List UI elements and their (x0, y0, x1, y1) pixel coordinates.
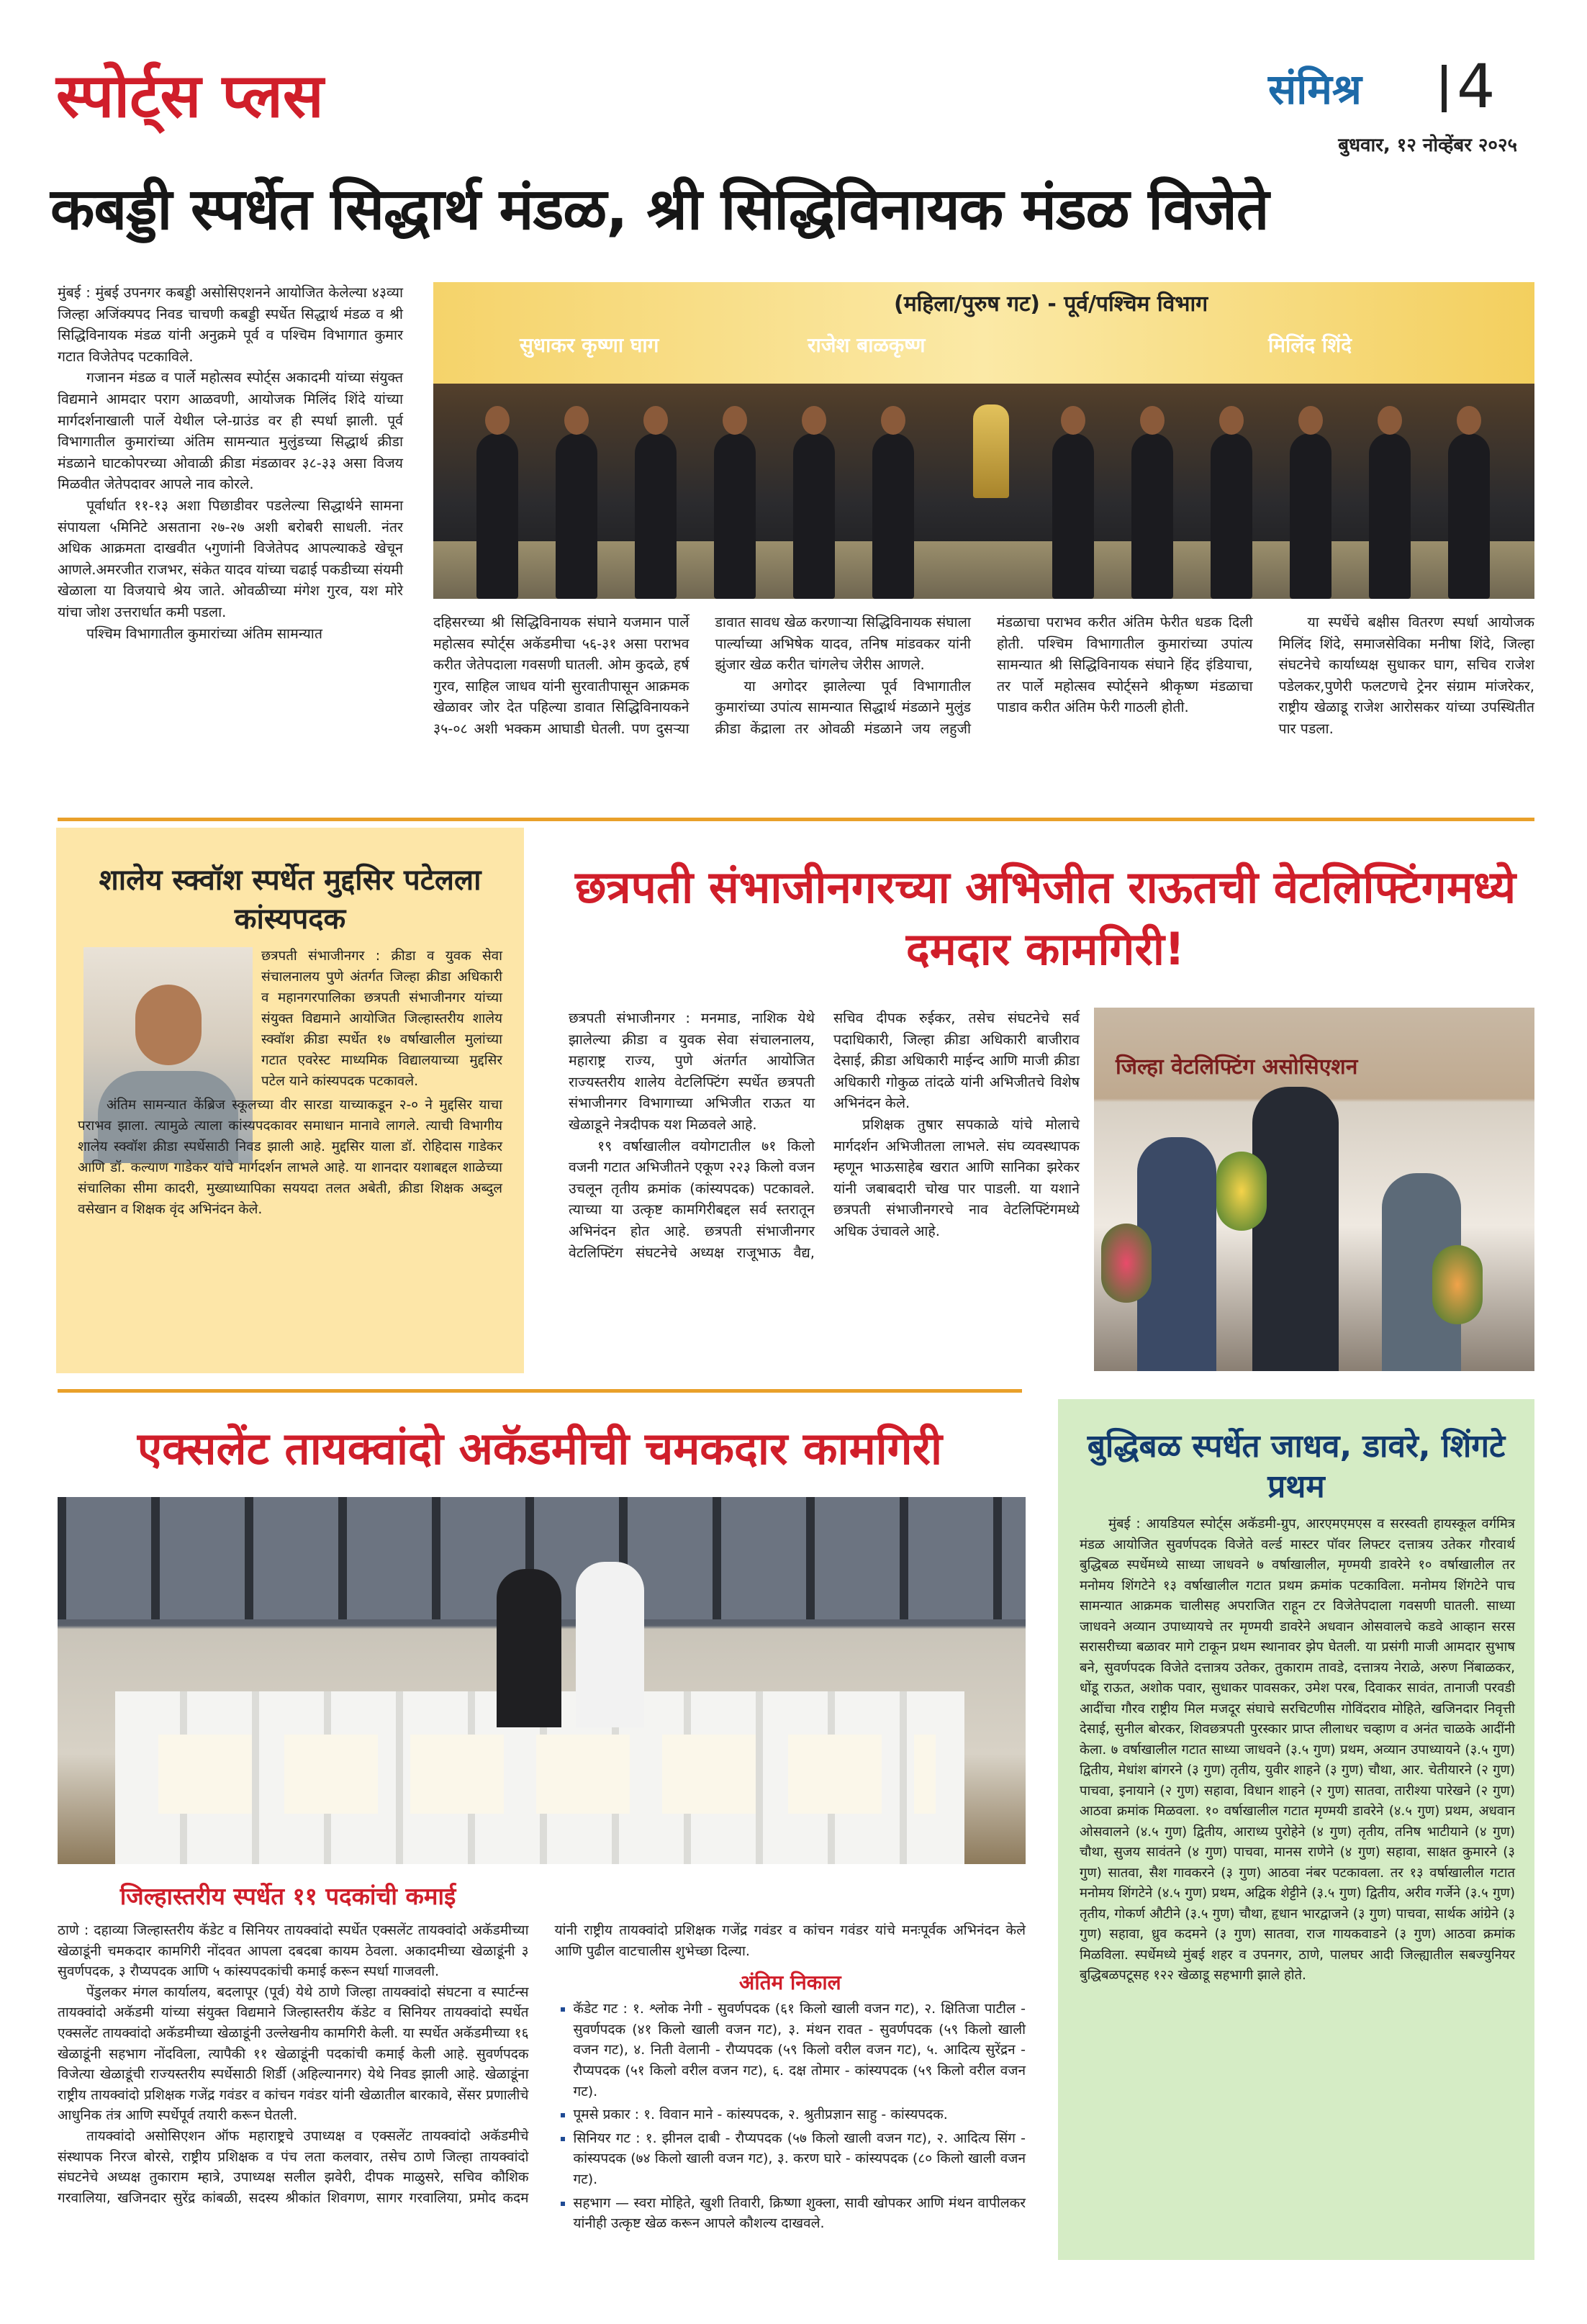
result-text: सहभाग — स्वरा मोहिते, खुशी तिवारी, क्रिष्णा शुक्ला, सावी खोपकर आणि मंथन वापीलकर यांनीही उत्कृष्ट खेळ करून आपले कौशल्य दाखवले. (573, 2194, 1026, 2232)
section-title: स्पोर्ट्स प्लस (56, 60, 324, 131)
story3-body (569, 1008, 1080, 1367)
story1-paragraph: मुंबई : मुंबई उपनगर कबड्डी असोसिएशनने आयोजित केलेल्या ४३व्या जिल्हा अजिंक्यपद निवड चाचणी कबड्डी स्पर्धेत सिद्धार्थ मंडळ व श्री सिद्धिविनायक मंडळ यांनी अनुक्रमे पूर्व व पश्चिम विभागात कुमार गटात विजेतेपद पटकाविले. (58, 284, 403, 365)
team-player (793, 433, 835, 599)
flower-bouquet (1101, 1224, 1152, 1303)
kabaddi-team-photo (433, 282, 1534, 599)
story1-left-column (58, 282, 403, 644)
photo-banner-text: जिल्हा वेटलिफ्टिंग असोसिएशन (1116, 1054, 1358, 1080)
story4-paragraph: ठाणे : दहाव्या जिल्हास्तरीय कॅडेट व सिनियर तायक्वांदो स्पर्धेत एक्सलेंट तायक्वांदो अकॅडमीच्या खेळाडूंनी चमकदार कामगिरी नोंदवत आपला दबदबा कायम ठेवला. अकादमीच्या खेळाडूंनी ३ सुवर्णपदक, ३ रौप्यपदक आणि ५ कांस्यपदकांची कमाई करून स्पर्धा गाजवली. (58, 1922, 529, 1980)
section-divider (58, 818, 1534, 821)
taekwondo-group-photo (58, 1497, 1026, 1864)
photo-banner-name: राजेश बाळकृष्ण (808, 333, 926, 357)
result-text: पूमसे प्रकार : १. विवान माने - कांस्यपदक, २. श्रुतीप्रज्ञान साहु - कांस्यपदक. (573, 2107, 948, 2123)
team-player (1131, 433, 1173, 599)
result-item (574, 2104, 1026, 2125)
coach-figure (497, 1569, 561, 1727)
story1-paragraph: या अगोदर झालेल्या पूर्व विभागातील कुमारांच्या उपांत्य सामन्यात सिद्धार्थ मंडळाने मुलुंड क्रीडा केंद्राला तर ओवळी मंडळाने जय लहुजी मंडळाचा पराभव करीत अंतिम फेरीत धडक दिली होती. पश्चिम विभागातील कुमारांच्या उपांत्य सामन्यात श्री सिद्धिविनायक संघाने हिंद इंडियाचा, तर पार्ले महोत्सव स्पोर्ट्सने श्रीकृष्ण मंडळाचा पाडाव करीत अंतिम फेरी गाठली होती. (715, 614, 1253, 737)
story5-body (1080, 1514, 1515, 1986)
story5-headline: बुद्धिबळ स्पर्धेत जाधव, डावरे, शिंगटे प्रथम (1087, 1428, 1506, 1505)
photo-banner-name: मिलिंद शिंदे (1268, 333, 1352, 357)
story3-paragraph: प्रशिक्षक तुषार सपकाळे यांचे मोलाचे मार्गदर्शन अभिजीतला लाभले. संघ व्यवस्थापक म्हणून भाऊसाहेब खरात आणि सानिका झरेकर यांनी जबाबदारी चोख पार पाडली. या यशाने छत्रपती संभाजीनगरचे नाव वेटलिफ्टिंगमध्ये अधिक उंचावले आहे. (833, 1116, 1080, 1239)
story4-headline: एक्सलेंट तायक्वांदो अकॅडमीची चमकदार कामगिरी (137, 1422, 943, 1475)
story1-paragraph: गजानन मंडळ व पार्ले महोत्सव स्पोर्ट्स अकादमी यांच्या संयुक्त विद्यमाने आमदार पराग आळवणी, आयोजक मिलिंद शिंदे यांच्या मार्गदर्शनाखाली पार्ले येथील प्ले-ग्राउंड वर ही स्पर्धा झाली. पूर्व विभागातील कुमारांच्या अंतिम सामन्यात मुलुंडच्या सिद्धार्थ क्रीडा मंडळाने घाटकोपरच्या ओवाळी क्रीडा मंडळावर ३८-३३ असा विजय मिळवीत जेतेपदावर आपले नाव कोरले. (58, 369, 403, 493)
results-title: अंतिम निकाल (738, 1971, 841, 1995)
story3-paragraph: छत्रपती संभाजीनगर : मनमाड, नाशिक येथे झालेल्या क्रीडा व युवक सेवा संचालनालय, महाराष्ट्र राज्य, पुणे अंतर्गत आयोजित राज्यस्तरीय शालेय वेटलिफ्टिंग स्पर्धेत छत्रपती संभाजीनगर विभागाच्या अभिजीत राऊत या खेळाडूने नेत्रदीपक यश मिळवले आहे. (569, 1010, 815, 1133)
result-item (574, 1999, 1026, 2102)
team-player (635, 433, 677, 599)
photo-banner-text: (महिला/पुरुष गट) - पूर्व/पश्चिम विभाग (894, 291, 1208, 317)
team-player (476, 433, 518, 599)
story5-paragraph: मुंबई : आयडियल स्पोर्ट्स अकॅडमी-ग्रुप, आरएमएमएस व सरस्वती हायस्कूल वर्गमित्र मंडळ आयोजित सुवर्णपदक विजेते वर्ल्ड मास्टर पॉवर लिफ्टर दत्तात्रय उतेकर गौरवार्थ बुद्धिबळ स्पर्धेमध्ये साध्या जाधवने ७ वर्षाखालील, मृण्मयी डावरेने १० वर्षाखालील तर मनोमय शिंगटेने १३ वर्षाखालील गटात प्रथम क्रमांक पटकाविला. मनोमय शिंगटेने पाच सामन्यात आक्रमक चालीसह अपराजित राहून टर विजेतेपदाला गवसणी घातली. साध्या जाधवने अव्यान उपाध्यायचे तर मृण्मयी डावरेने अधवान ओसवालचे कडवे आव्हान सरस सरासरीच्या बळावर मागे टाकून प्रथम स्थानावर झेप घेतली. या प्रसंगी माजी आमदार सुभाष बने, सुवर्णपदक विजेते दत्तात्रय उतेकर, तुकाराम तावडे, दत्तात्रय नेराळे, अरुण निंबाळकर, धोंडू राऊत, अशोक पवार, सुधाकर पावसकर, उमेश परब, दिवाकर सावंत, तानाजी परवडी आदींचा गौरव राष्ट्रीय मिल मजदूर संघाचे सरचिटणीस गोविंदराव मोहिते, खजिनदार निवृत्ती देसाई, सुनील बोरकर, शिवछत्रपती पुरस्कार प्राप्त लीलाधर चव्हाण व अनंत चाळके आदींनी केला. ७ वर्षाखालील गटात साध्या जाधवने (३.५ गुण) प्रथम, अव्यान उपाध्यायने (३.५ गुण) द्वितीय, मेधांश बांगरने (३ गुण) तृतीय, युवीर शाहने (३ गुण) चौथा, आर. चेतीयारने (२ गुण) पाचवा, इनायाने (२ गुण) सहावा, विधान शाहने (२ गुण) सातवा, तारीश्या पारेखने (२ गुण) आठवा क्रमांक मिळवला. १० वर्षाखालील गटात मृण्मयी डावरेने (४.५ गुण) प्रथम, अधवान ओसवालने (४.५ गुण) द्वितीय, आराध्य पुरोहेने (४ गुण) तृतीय, तनिष भाटीयाने (४ गुण) चौथा, सुजय सावंतने (४ गुण) पाचवा, मानस राणेने (४ गुण) सहावा, साक्षत कुमारने (३ गुण) सातवा, सैश गावकरने (३ गुण) आठवा नंबर पटकावला. तर १३ वर्षाखालील गटात मनोमय शिंगटेने (४.५ गुण) प्रथम, अद्विक शेट्टीने (३.५ गुण) द्वितीय, अरीव गर्जेने (३.५ गुण) तृतीय, गोकर्ण औटीने (३.५ गुण) चौथा, हृधान भारद्वाजने (३ गुण) पाचवा, सार्थक आंग्रेने (३ गुण) सहावा, ध्रुव कदमने (३ गुण) सातवा, राज गायकवाडने (३ गुण) आठवा क्रमांक मिळविला. स्पर्धेमध्ये मुंबई शहर व उपनगर, ठाणे, पालघर आदी जिल्ह्यातील सबज्युनियर बुद्धिबळपटूसह १२२ खेळाडू सहभागी झाले होते. (1080, 1516, 1516, 1983)
story2-headline: शालेय स्क्वॉश स्पर्धेत मुद्दसिर पटेलला कांस्यपदक (99, 864, 481, 936)
story1-bottom-columns (433, 612, 1534, 806)
page-number: 4 (1457, 51, 1496, 122)
certificate-row (158, 1735, 936, 1814)
story3-paragraph: १९ वर्षाखालील वयोगटातील ७१ किलो वजनी गटात अभिजीतने एकूण २२३ किलो वजन उचलून तृतीय क्रमांक (कांस्यपदक) पटकावले. त्याच्या या उत्कृष्ट कामगिरीबद्दल सर्व स्तरातून अभिनंदन होत आहे. छत्रपती संभाजीनगर वेटलिफ्टिंग संघटनेचे अध्यक्ष राजूभाऊ वैद्य, सचिव दीपक रुईकर, तसेच संघटनेचे सर्व पदाधिकारी, जिल्हा क्रीडा अधिकारी बाजीराव देसाई, क्रीडा अधिकारी माईन्द आणि माजी क्रीडा अधिकारी गोकुळ तांदळे यांनी अभिजीतचे विशेष अभिनंदन केले. (569, 1010, 1080, 1261)
weightlifting-photo (1094, 1008, 1534, 1371)
story1-paragraph: पश्चिम विभागातील कुमारांच्या अंतिम सामन्यात (86, 625, 322, 642)
story1-paragraph: या स्पर्धेचे बक्षीस वितरण स्पर्धा आयोजक मिलिंद शिंदे, समाजसेविका मनीषा शिंदे, जिल्हा संघटनेचे कार्याध्यक्ष सुधाकर घाग, सचिव राजेश पडेलकर,पुणेरी फलटणचे ट्रेनर संग्राम मांजरेकर, राष्ट्रीय खेळाडू राजेश आरोसकर यांच्या उपस्थितीत पार पडला. (1278, 614, 1534, 737)
masthead-divider (1442, 65, 1447, 112)
coach-figure (576, 1562, 644, 1727)
team-player (1052, 433, 1094, 599)
story1-paragraph: पूर्वार्धात ११-१३ अशा पिछाडीवर पडलेल्या सिद्धार्थने सामना संपायला ५मिनिटे असताना २७-२७ अशी बरोबरी साधली. नंतर अधिक आक्रमता दाखवीत ५गुणांनी विजेतेपद आपल्याकडे खेचून आणले.अमरजीत राजभर, संकेत यादव यांच्या चढाई पकडीच्या संयमी खेळाला या विजयाचे श्रेय जाते. ओवळीच्या मंगेश गुरव, यश मोरे यांचा जोश उत्तरार्धात कमी पडला. (58, 497, 403, 620)
team-player (714, 433, 756, 599)
story4-body (58, 1920, 1026, 2259)
section-divider (58, 1389, 1022, 1393)
team-player (872, 433, 914, 599)
result-item (574, 2128, 1026, 2190)
story4-paragraph: पेंडुलकर मंगल कार्यालय, बदलापूर (पूर्व) येथे ठाणे जिल्हा तायक्वांदो संघटना व स्पार्टन्स तायक्वांदो अकॅडमी यांच्या संयुक्त विद्यमाने जिल्हास्तरीय कॅडेट व सिनियर तायक्वांदो स्पर्धेत एक्सलेंट तायक्वांदो अकॅडमीच्या खेळाडूंनी उल्लेखनीय कामगिरी केली. या स्पर्धेत अकॅडमीच्या १६ खेळाडूंनी सहभाग नोंदविला, त्यापैकी ११ खेळाडूंनी पदकांची कमाई केली आहे. सुवर्णपदक विजेत्या खेळाडूंची राज्यस्तरीय स्पर्धेसाठी शिर्डी (अहिल्यानगर) येथे निवड झाली आहे. खेळाडूंना राष्ट्रीय तायक्वांदो प्रशिक्षक गजेंद्र गवंडर व कांचन गवंडर यांनी खेळातील बारकावे, सेंसर प्रणालीचे आधुनिक तंत्र आणि स्पर्धेपूर्व तयारी करून घेतली. (58, 1984, 529, 2124)
podium-athlete (1252, 1087, 1339, 1371)
flower-bouquet (1216, 1152, 1267, 1231)
trophy-icon (973, 404, 1009, 498)
story2-paragraph: अंतिम सामन्यात केंब्रिज स्कूलच्या वीर सारडा याच्याकडून २-० ने मुद्दसिर याचा पराभव झाला. त्यामुळे त्याला कांस्यपदकावर समाधान मानावे लागले. त्याची विभागीय शालेय स्क्वॉश क्रीडा स्पर्धेसाठी निवड झाली आहे. मुद्दसिर याला डॉ. रोहिदास गाडेकर आणि डॉ. कल्याण गाडेकर यांचे मार्गदर्शन लाभले आहे. या शानदार यशाबद्दल शाळेच्या संचालिका सीमा कादरी, मुख्याध्यापिका सययदा तलत अबेती, क्रीडा शिक्षक अब्दुल वसेखान व शिक्षक वृंद अभिनंदन केले. (78, 1098, 502, 1217)
chess-story-box (1058, 1399, 1534, 2260)
result-item (574, 2193, 1026, 2234)
story2-paragraph: छत्रपती संभाजीनगर : क्रीडा व युवक सेवा संचालनालय पुणे अंतर्गत जिल्हा क्रीडा अधिकारी व महानगरपालिका छत्रपती संभाजीनगर यांच्या संयुक्त विद्यमाने आयोजित जिल्हास्तरीय शालेय स्क्वॉश क्रीडा स्पर्धेत १७ वर्षाखालील मुलांच्या गटात एवरेस्ट माध्यमिक विद्यालयाच्या मुद्दसिर पटेल याने कांस्यपदक पटकावले. (261, 949, 502, 1089)
story4-paragraph: तायक्वांदो असोसिएशन ऑफ महाराष्ट्रचे उपाध्यक्ष व एक्सलेंट तायक्वांदो अकॅडमीचे संस्थापक निरज बोरसे, राष्ट्रीय प्रशिक्षक व पंच लता कलवार, तसेच ठाणे जिल्हा तायक्वांदो संघटनेचे अध्यक्ष तुकाराम म्हात्रे, उपाध्यक्ष सलील झवेरी, दीपक माळुसरे, सचिव कौशिक गरवालिया, खजिनदार सुरेंद्र कांबळी, सदस्य श्रीकांत शिवगण, सागर गरवालिया, प्रमोद कदम यांनी राष्ट्रीय तायक्वांदो प्रशिक्षक गजेंद्र गवंडर व कांचन गवंडर यांचे मनःपूर्वक अभिनंदन केले आणि पुढील वाटचालीस शुभेच्छा दिल्या. (58, 1922, 1026, 2206)
result-text: सिनियर गट : १. झीनल दाबी - रौप्यपदक (५७ किलो खाली वजन गट), २. आदित्य सिंग - कांस्यपदक (७४ किलो खाली वजन गट), ३. करण घारे - कांस्यपदक (८० किलो खाली वजन गट). (573, 2130, 1026, 2187)
team-player (1448, 433, 1490, 599)
team-player (1369, 433, 1411, 599)
story2-body (78, 946, 502, 1220)
story1-headline: कबड्डी स्पर्धेत सिद्धार्थ मंडळ, श्री सिद्धिविनायक मंडळ विजेते (50, 176, 1269, 243)
photo-banner-name: सुधाकर कृष्णा घाग (520, 333, 659, 357)
squash-story-box (56, 828, 524, 1373)
team-player (1290, 433, 1331, 599)
story3-headline: छत्रपती संभाजीनगरच्या अभिजीत राऊतची वेटलिफ्टिंगमध्ये दमदार कामगिरी! (574, 861, 1516, 975)
story1-paragraph: दहिसरच्या श्री सिद्धिविनायक संघाने यजमान पार्ले महोत्सव स्पोर्ट्स अकॅडमीचा ५६-३१ असा पराभव करीत जेतेपदाला गवसणी घातली. ओम कुदळे, हर्ष गुरव, साहिल जाधव यांनी सुरवातीपासून आक्रमक खेळावर जोर देत पहिल्या डावात सिद्धिविनायकने ३५-०८ अशी भक्कम आघाडी घेतली. पण दुसऱ्या डावात सावध खेळ करणाऱ्या सिद्धिविनायक संघाला पार्ल्याच्या अभिषेक यादव, तनिष मांडवकर यांनी झुंजार खेळ करीत चांगलेच जेरीस आणले. (433, 614, 971, 737)
team-player (556, 433, 597, 599)
date-line: बुधवार, १२ नोव्हेंबर २०२५ (1338, 135, 1517, 156)
story4-subheadline: जिल्हास्तरीय स्पर्धेत ११ पदकांची कमाई (119, 1882, 456, 1910)
flower-bouquet (1432, 1245, 1483, 1324)
results-list (555, 1999, 1026, 2234)
team-player (1211, 433, 1252, 599)
paper-name: संमिश्र (1268, 65, 1362, 114)
result-text: कॅडेट गट : १. श्लोक नेगी - सुवर्णपदक (६१ किलो खाली वजन गट), २. क्षितिजा पाटील - सुवर्णपदक (४१ किलो खाली वजन गट), ३. मंथन रावत - सुवर्णपदक (५९ किलो खाली वजन गट), ४. निती वेलानी - रौप्यपदक (५९ किलो वरील वजन गट), ५. आदित्य सुरेंद्रन - रौप्यपदक (५१ किलो वरील वजन गट), ६. दक्ष तोमार - कांस्यपदक (५९ किलो वरील वजन गट). (573, 2001, 1026, 2099)
